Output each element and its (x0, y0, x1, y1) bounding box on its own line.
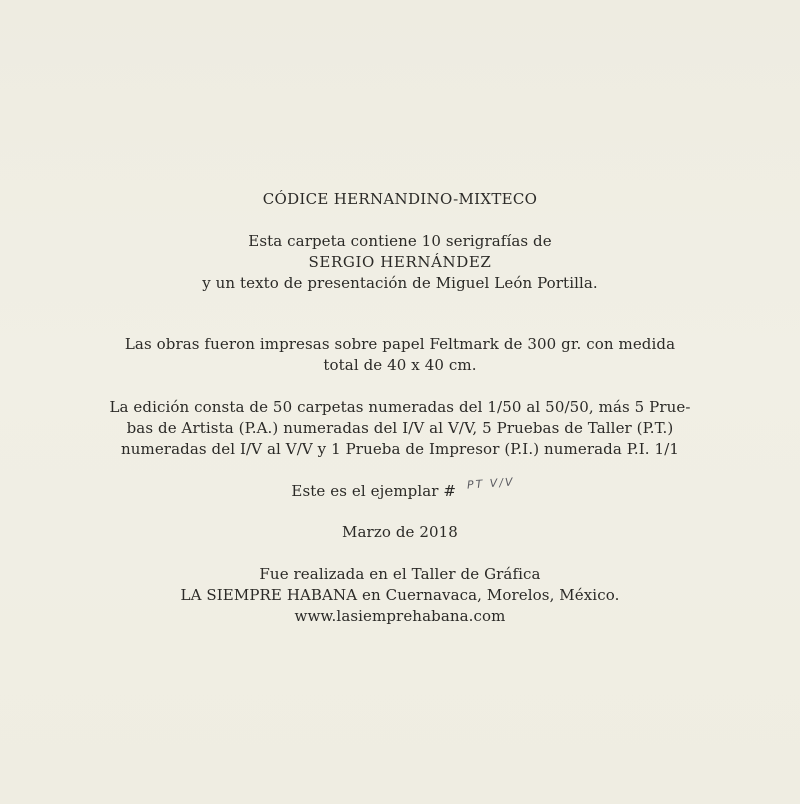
workshop-website[interactable]: www.lasiemprehabana.com (294, 607, 506, 625)
handwritten-copy-number: PT V/V (466, 475, 515, 492)
artist-name: SERGIO HERNÁNDEZ (308, 253, 492, 271)
copy-label: Este es el ejemplar # (291, 482, 457, 500)
edition-line-3: numeradas del I/V al V/V y 1 Prueba de Impresor (P.I.) numerada P.I. 1/1 (120, 440, 679, 458)
portfolio-title: CÓDICE HERNANDINO-MIXTECO (262, 190, 538, 208)
workshop-line-2: LA SIEMPRE HABANA en Cuernavaca, Morelos, México. (180, 586, 620, 604)
intro-line-1: Esta carpeta contiene 10 serigrafías de (248, 232, 552, 250)
edition-line-1: La edición consta de 50 carpetas numeradas del 1/50 al 50/50, más 5 Prue- (109, 398, 691, 416)
materials-line-1: Las obras fueron impresas sobre papel Feltmark de 300 gr. con medida (124, 335, 676, 353)
date: Marzo de 2018 (342, 523, 458, 541)
edition-line-2: bas de Artista (P.A.) numeradas del I/V al V/V, 5 Pruebas de Taller (P.T.) (126, 419, 674, 437)
intro-line-3: y un texto de presentación de Miguel León Portilla. (202, 274, 598, 292)
copy-number-line (0, 475, 800, 503)
materials-line-2: total de 40 x 40 cm. (323, 356, 477, 374)
workshop-line-1: Fue realizada en el Taller de Gráfica (259, 565, 541, 583)
